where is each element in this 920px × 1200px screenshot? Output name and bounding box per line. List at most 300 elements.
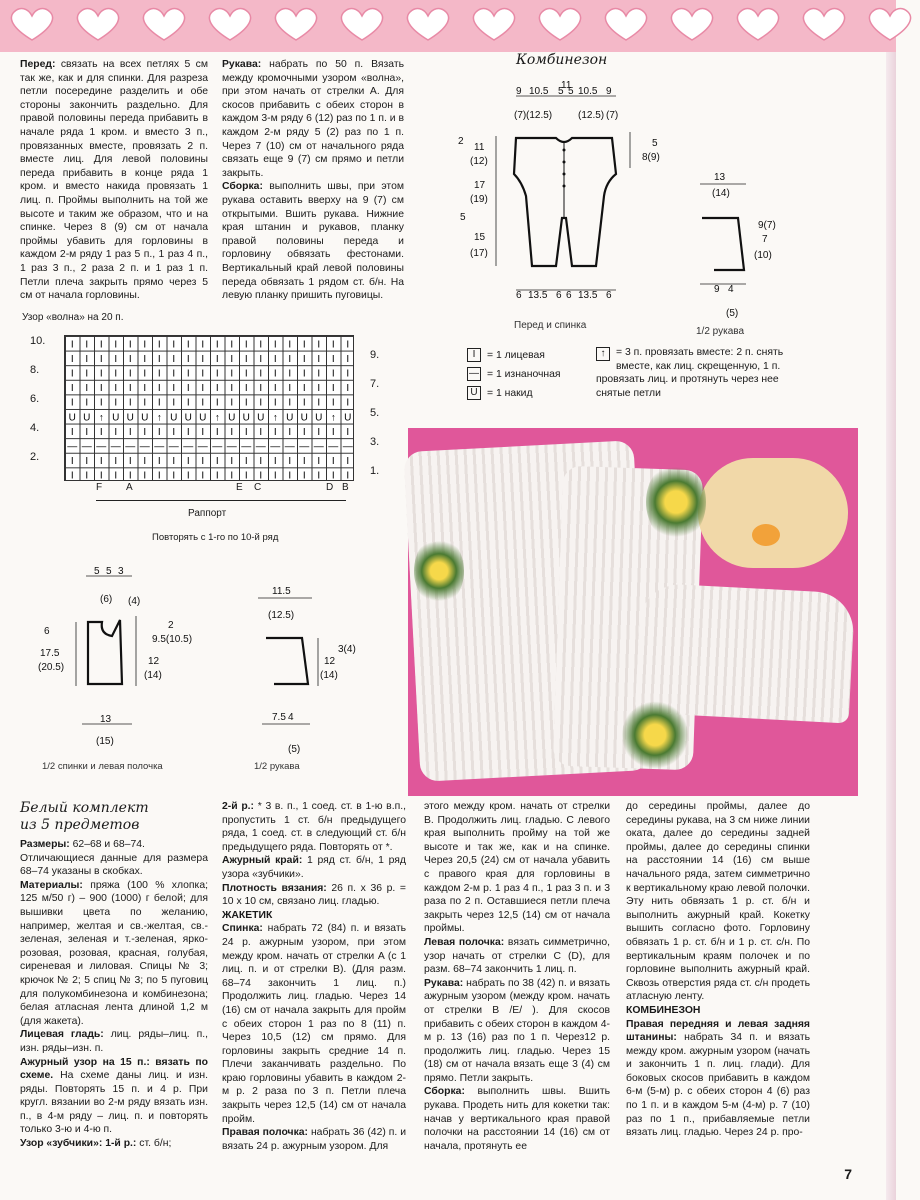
rapport-label: Раппорт	[188, 508, 227, 519]
run-in-heading: Лицевая гладь:	[20, 1029, 104, 1041]
flower-bouquet-top	[646, 462, 706, 542]
paragraph	[222, 800, 406, 854]
chart-stitch: —	[313, 441, 324, 453]
chart-stitch: I	[70, 426, 74, 438]
chart-stitch: I	[85, 426, 89, 438]
chart-stitch: I	[259, 426, 263, 438]
run-in-heading: Ажурный узор на 15 п.: вязать по схеме.	[20, 1056, 208, 1082]
run-in-heading: Рукава:	[424, 977, 464, 989]
dim-bot-0: 6	[516, 290, 522, 301]
dim-left-4: (19)	[470, 194, 488, 205]
paragraph	[20, 1137, 208, 1151]
jb-right-2: 12	[148, 656, 160, 667]
dim-top-mid: 11	[561, 80, 572, 91]
chart-stitch: I	[302, 426, 306, 438]
paragraph-text: * 3 в. п., 1 соед. ст. в 1-ю в.п., пропустить 1 ст. б/н предыдущего ряда, 1 соед. ст. в следующий ст. б/н предыдущего ряда. Повторять от *.	[222, 801, 406, 853]
paragraph-text: На схеме даны лиц. и изн. ряды. Повторять 15 п. и 4 р. При кругл. вязании во 2-м ряду вязать изн. п., в 4-м ряду – лиц. п. и повторять только 3-ю и 4-ю п.	[20, 1070, 208, 1136]
chart-stitch: I	[143, 368, 147, 380]
dim-right-1: 8(9)	[642, 152, 660, 163]
chart-stitch: U	[184, 412, 192, 424]
paragraph-text: набрать 72 (84) п. и вязать 24 р. ажурным узором, при этом между кром. начать от стрелки A (с 1 лиц. п. и от стрелки B). (Для разм. 68–74 закончить 1 лиц. п.) Продолжить лиц. гладью. Через 14 (16) см от начала закрыть для пройм с обеих сторон 1 раз по 8 (11) п. Через 10,5 (12) см прямо. Для горловины закрыть средние 14 п. Плечи заканчивать раздельно. По краю горловины убавить в каждом 2-м р. 2 раза по 3 п. Петли плеча закрыть через 12,5 (14) см от начала пройм.	[222, 923, 406, 1125]
heart-icon	[860, 4, 920, 44]
page-number: 7	[844, 1166, 852, 1182]
chart-stitch: I	[201, 456, 205, 468]
chart-marker: A	[126, 482, 133, 493]
heart-icon	[794, 4, 854, 44]
overall-title: Комбинезон	[516, 52, 608, 68]
chart-stitch: I	[172, 383, 176, 395]
chart-stitch: I	[215, 339, 219, 351]
dim-left-6: 15	[474, 232, 486, 243]
chart-stitch: I	[85, 397, 89, 409]
dim-top-alt-1: (12.5)	[526, 110, 553, 121]
chart-stitch: I	[346, 397, 350, 409]
chart-stitch: I	[85, 383, 89, 395]
chart-stitch: —	[168, 441, 179, 453]
front-instructions	[20, 58, 208, 303]
chart-stitch: I	[114, 383, 118, 395]
knit-symbol: I	[467, 348, 481, 362]
chart-row-label: 1.	[370, 465, 380, 477]
sleeve-bot-0: 9	[714, 284, 720, 295]
set-title: Белый комплект из 5 предметов	[20, 800, 149, 833]
chart-stitch: I	[288, 456, 292, 468]
chart-stitch: I	[143, 353, 147, 365]
chart-stitch: I	[128, 368, 132, 380]
chart-stitch: I	[302, 470, 306, 482]
dim-left-2: (12)	[470, 156, 488, 167]
chart-stitch: I	[244, 368, 248, 380]
chart-stitch: I	[215, 397, 219, 409]
sleeves-assembly-instructions	[222, 58, 404, 303]
jb-bot-0: 13	[100, 714, 112, 725]
paragraph	[424, 1085, 610, 1153]
chart-stitch: I	[114, 397, 118, 409]
chart-stitch: I	[114, 353, 118, 365]
heart-icon	[200, 4, 260, 44]
chart-stitch: U	[68, 412, 76, 424]
chart-stitch: —	[284, 441, 295, 453]
dim-left-0: 2	[458, 136, 464, 147]
chart-stitch: I	[230, 339, 234, 351]
paragraph-text: набрать по 50 п. Вязать между кромочными узором «волна», при этом начать от стрелки A. Для скосов прибавить с обеих сторон в каждом 3-м ряду 6 (12) раз по 1 п. и в каждом 2-м ряду 5 (2) раз по 1 п. Через 7 (10) см от начального ряда связать еще 9 (7) см прямо и петли закрыть.	[222, 59, 404, 179]
chart-stitch: I	[85, 368, 89, 380]
chart-stitch: I	[259, 397, 263, 409]
heart-icon	[464, 4, 524, 44]
repeat-note: Повторять с 1-го по 10-й ряд	[152, 532, 279, 543]
chart-row-label: 3.	[370, 436, 380, 448]
dim-top-2: 5	[558, 86, 564, 97]
chart-stitch: U	[300, 412, 308, 424]
heart-icon	[728, 4, 788, 44]
paragraph	[222, 180, 404, 302]
dim-bot-3: 6	[566, 290, 572, 301]
chart-stitch: I	[288, 353, 292, 365]
chart-stitch: I	[186, 456, 190, 468]
chart-stitch: I	[317, 383, 321, 395]
jacket-sleeve-caption: 1/2 рукава	[254, 761, 300, 772]
paragraph-text: набрать 34 п. и вязать между кром. ажурным узором (начать и закончить 1 п. лиц. глади). Для боковых скосов прибавить в каждом 6-м (5-м) р. с обеих сторон 4 (6) раз по 1 п. и в каждом 5-м (4-м) р. 7 (10) раз по 1 п., прибавляемые петли вязать лиц. гладью. Через 24 р. про-	[626, 1032, 810, 1139]
chart-stitch: I	[201, 397, 205, 409]
dim-top-5: 9	[606, 86, 612, 97]
chart-stitch: I	[128, 353, 132, 365]
page-edge	[886, 52, 896, 1200]
chart-stitch: I	[70, 383, 74, 395]
heart-icon	[2, 4, 62, 44]
sleeve-bot-2: (5)	[726, 308, 739, 319]
chart-stitch: I	[346, 383, 350, 395]
chart-stitch: —	[241, 441, 252, 453]
chart-stitch: ↑	[98, 412, 104, 424]
run-in-heading: Материалы:	[20, 879, 83, 891]
chart-stitch: I	[259, 470, 263, 482]
js-top-0: 11.5	[272, 586, 291, 597]
chart-stitch: I	[288, 426, 292, 438]
chart-stitch: I	[114, 426, 118, 438]
chart-stitch: I	[186, 339, 190, 351]
jb-top-1: 5	[106, 566, 112, 577]
chart-stitch: —	[197, 441, 208, 453]
chart-stitch: I	[99, 426, 103, 438]
chart-stitch: I	[215, 353, 219, 365]
jb-left-2: (20.5)	[38, 662, 65, 673]
chart-stitch: I	[302, 456, 306, 468]
chart-stitch: —	[67, 441, 78, 453]
chart-stitch: I	[114, 368, 118, 380]
chart-stitch: I	[186, 470, 190, 482]
chart-stitch: I	[157, 470, 161, 482]
paragraph-text: 26 п. x 36 р. = 10 x 10 см, связано лиц. гладью.	[222, 882, 406, 908]
chart-row-label: 6.	[30, 393, 40, 405]
chart-stitch: I	[230, 383, 234, 395]
chart-marker: D	[326, 482, 334, 493]
paragraph-text: выполнить швы. Вшить рукава. Продеть нить для кокетки так: начав у вертикального края правой полочки на расстоянии 14 (16) см от начала, протянуть ее	[424, 1086, 610, 1152]
chart-stitch: U	[242, 412, 250, 424]
chart-stitch: I	[346, 353, 350, 365]
legend-knit: = 1 лицевая	[487, 350, 545, 361]
teddy-bow	[752, 524, 780, 546]
legend-decrease	[596, 346, 796, 400]
js-right-0: 3(4)	[338, 644, 356, 655]
heart-icon	[68, 4, 128, 44]
chart-stitch: I	[128, 426, 132, 438]
chart-stitch: I	[230, 426, 234, 438]
chart-stitch: I	[215, 368, 219, 380]
chart-stitch: ↑	[156, 412, 162, 424]
paragraph	[222, 1126, 406, 1153]
paragraph-text: Отличающиеся данные для размера 68–74 указаны в скобках.	[20, 852, 208, 878]
chart-stitch: I	[99, 397, 103, 409]
paragraph	[222, 922, 406, 1126]
dim-bot-5: 6	[606, 290, 612, 301]
chart-stitch: I	[172, 353, 176, 365]
chart-stitch: —	[96, 441, 107, 453]
chart-stitch: I	[186, 368, 190, 380]
chart-row-label: 8.	[30, 364, 40, 376]
chart-stitch: I	[346, 426, 350, 438]
legend-purl: = 1 изнаночная	[487, 369, 561, 380]
heart-icon	[596, 4, 656, 44]
paragraph	[20, 879, 208, 1029]
chart-stitch: I	[244, 456, 248, 468]
chart-stitch: I	[346, 368, 350, 380]
chart-row-label: 5.	[370, 407, 380, 419]
chart-row-label: 10.	[30, 335, 46, 347]
chart-stitch: —	[270, 441, 281, 453]
chart-stitch: —	[125, 441, 136, 453]
chart-stitch: I	[157, 456, 161, 468]
chart-stitch: I	[70, 456, 74, 468]
chart-stitch: I	[70, 368, 74, 380]
run-in-heading: КОМБИНЕЗОН	[626, 1004, 701, 1016]
chart-stitch: I	[273, 339, 277, 351]
chart-stitch: —	[81, 441, 92, 453]
run-in-heading: Узор «зубчики»: 1-й р.:	[20, 1138, 137, 1150]
chart-stitch: I	[70, 339, 74, 351]
chart-stitch: I	[70, 470, 74, 482]
chart-stitch: I	[186, 383, 190, 395]
jb-top-0: 5	[94, 566, 100, 577]
overall-instructions	[626, 800, 810, 1140]
chart-stitch: I	[317, 470, 321, 482]
run-in-heading: Спинка:	[222, 923, 263, 935]
sleeve-right-1: 7	[762, 234, 768, 245]
run-in-heading: Размеры:	[20, 839, 70, 850]
wave-pattern-chart	[64, 335, 354, 481]
stitch-legend	[467, 346, 561, 403]
chart-stitch: —	[154, 441, 165, 453]
flower-bouquet-left	[414, 536, 464, 606]
js-right-1: 12	[324, 656, 336, 667]
chart-markers	[64, 482, 354, 496]
chart-stitch: I	[259, 339, 263, 351]
legend-yarn-over: = 1 накид	[487, 388, 533, 399]
paragraph	[626, 1004, 810, 1018]
chart-stitch: —	[299, 441, 310, 453]
chart-stitch: I	[331, 368, 335, 380]
dim-top-1: 10.5	[529, 86, 549, 97]
chart-stitch: I	[99, 353, 103, 365]
paragraph	[20, 1056, 208, 1138]
paragraph-text: 1 ряд ст. б/н, 1 ряд узора «зубчики».	[222, 855, 406, 880]
chart-stitch: I	[317, 353, 321, 365]
chart-stitch: I	[317, 456, 321, 468]
run-in-heading: Ажурный край:	[222, 855, 303, 867]
sleeve-top-0: 13	[714, 172, 726, 183]
chart-stitch: ↑	[214, 412, 220, 424]
chart-stitch: I	[273, 426, 277, 438]
jb-top-alt-1: (4)	[128, 596, 141, 607]
chart-stitch: I	[215, 383, 219, 395]
chart-stitch: I	[346, 456, 350, 468]
chart-stitch: I	[143, 456, 147, 468]
jb-right-3: (14)	[144, 670, 162, 681]
chart-stitch: I	[128, 383, 132, 395]
chart-stitch: —	[328, 441, 339, 453]
chart-stitch: I	[201, 383, 205, 395]
chart-stitch: I	[288, 339, 292, 351]
dim-bot-2: 6	[556, 290, 562, 301]
chart-stitch: I	[215, 470, 219, 482]
js-right-2: (14)	[320, 670, 338, 681]
chart-stitch: I	[186, 426, 190, 438]
chart-stitch: —	[183, 441, 194, 453]
heart-icon	[530, 4, 590, 44]
chart-stitch: U	[286, 412, 294, 424]
chart-stitch: U	[344, 412, 352, 424]
paragraph	[222, 909, 406, 923]
chart-row-label: 7.	[370, 378, 380, 390]
chart-stitch: I	[288, 470, 292, 482]
chart-stitch: I	[302, 397, 306, 409]
product-photo	[408, 428, 858, 796]
chart-stitch: I	[317, 368, 321, 380]
chart-stitch: I	[331, 397, 335, 409]
chart-stitch: I	[128, 397, 132, 409]
paragraph	[20, 58, 208, 303]
overall-front-back-schematic	[456, 80, 660, 342]
chart-stitch: I	[302, 353, 306, 365]
js-bot-0: 7.5	[272, 712, 286, 723]
chart-stitch: I	[128, 339, 132, 351]
chart-stitch: I	[331, 339, 335, 351]
paragraph-text: до середины проймы, далее до середины рукава, на 3 см ниже линии оката, далее до середины задней проймы, далее до середины спинки на расстоянии 14 (16) см выше начального ряда, затем симметрично к вертикальному краю левой полочки. Эту нить обвязать 1 р. ст. б/н и выполнить ажурный край. Кокетку вышить согласно фото. Горловину обвязать 1 р. ст. б/н и 1 р. ст. с/н. По вертикальным краям полочек и по горловине выполнить ажурный край. Сквозь отверстия ряда ст. с/н продеть атласную ленту.	[626, 801, 810, 1003]
chart-stitch: I	[331, 456, 335, 468]
jacket-body-schematic	[36, 560, 226, 775]
chart-stitch: I	[288, 368, 292, 380]
chart-stitch: I	[128, 470, 132, 482]
chart-stitch: I	[201, 470, 205, 482]
paragraph-text: выполнить швы, при этом рукава оставить вверху на 9 (7) см открытыми. Вшить рукава. Нижние края штанин и рукавов, планку правой половины переда и горловину обвязать фестонами. Вертикальный край левой половины переда обвязать 1 рядом ст. б/н. На левую планку пришить пуговицы.	[222, 181, 404, 302]
chart-stitch: I	[302, 368, 306, 380]
chart-stitch: U	[228, 412, 236, 424]
paragraph-text: этого между кром. начать от стрелки B. Продолжить лиц. гладью. С левого края выполнить пройму на той же высоте и так же, как и на спинке. Через 20,5 (24) см от начала убавить с правого края для горловины в каждом 2-м р. 1 раз 4 п., 1 раз 3 п. и 3 раза по 2 п. Оставшиеся петли плеча закрыть через 12,5 (14) см от начала проймы.	[424, 801, 610, 935]
chart-stitch: U	[170, 412, 178, 424]
paragraph-text: пряжа (100 % хлопка; 125 м/50 г) – 900 (1000) г белой; для вышивки цвета по желанию, например, желтая и св.-желтая, св.-зеленая, зеленая и т.-зеленая, ярко-розовая, розовая, красная, голубая, сиреневая и лиловая. Спицы № 3; крючок № 2; 5 спиц № 3; по 5 пуговиц для полукомбинезона и комбинезона; белая атласная лента длиной 1,2 м (для жакета).	[20, 879, 208, 1027]
chart-stitch: I	[201, 353, 205, 365]
dim-right-0: 5	[652, 138, 658, 149]
chart-stitch: I	[317, 426, 321, 438]
jacket-instructions	[222, 800, 406, 1153]
chart-stitch: I	[288, 383, 292, 395]
sleeve-right-2: (10)	[754, 250, 772, 261]
jb-left-0: 6	[44, 626, 50, 637]
jb-top-alt-0: (6)	[100, 594, 113, 605]
js-bot-2: (5)	[288, 744, 301, 755]
run-in-heading: Перед:	[20, 59, 56, 70]
dim-top-alt-0: (7)	[514, 110, 527, 121]
chart-stitch: I	[99, 368, 103, 380]
chart-stitch: I	[172, 368, 176, 380]
dim-top-alt-3: (7)	[606, 110, 619, 121]
run-in-heading: Сборка:	[424, 1086, 465, 1098]
chart-stitch: I	[259, 368, 263, 380]
chart-stitch: I	[186, 397, 190, 409]
rapport-line	[96, 500, 346, 501]
paragraph	[20, 852, 208, 879]
jb-top-2: 3	[118, 566, 124, 577]
dim-top-alt-2: (12.5)	[578, 110, 605, 121]
chart-stitch: I	[172, 397, 176, 409]
chart-stitch: I	[85, 470, 89, 482]
chart-stitch: I	[157, 353, 161, 365]
chart-stitch: I	[201, 368, 205, 380]
chart-stitch: I	[114, 339, 118, 351]
heart-icon	[332, 4, 392, 44]
jb-right-1: 9.5(10.5)	[152, 634, 193, 645]
chart-stitch: I	[244, 383, 248, 395]
dim-left-7: (17)	[470, 248, 488, 259]
chart-stitch: I	[230, 368, 234, 380]
chart-stitch: I	[273, 470, 277, 482]
paragraph	[424, 800, 610, 936]
dim-top-0: 9	[516, 86, 522, 97]
jacket-sleeve-schematic	[248, 578, 388, 773]
js-top-1: (12.5)	[268, 610, 295, 621]
paragraph	[20, 838, 208, 852]
chart-stitch: I	[331, 383, 335, 395]
chart-stitch: I	[99, 383, 103, 395]
chart-stitch: I	[85, 339, 89, 351]
chart-stitch: I	[317, 397, 321, 409]
chart-marker: E	[236, 482, 243, 493]
chart-stitch: U	[199, 412, 207, 424]
chart-stitch: I	[157, 383, 161, 395]
chart-stitch: I	[172, 470, 176, 482]
chart-stitch: I	[259, 383, 263, 395]
chart-stitch: —	[139, 441, 150, 453]
paragraph	[222, 854, 406, 881]
chart-marker: B	[342, 482, 349, 493]
materials-and-patterns	[20, 838, 208, 1151]
chart-stitch: I	[230, 353, 234, 365]
chart-stitch: I	[143, 339, 147, 351]
chart-stitch: I	[85, 456, 89, 468]
chart-stitch: I	[317, 339, 321, 351]
dim-left-1: 11	[474, 142, 485, 153]
chart-stitch: I	[331, 470, 335, 482]
decorative-hearts-border	[0, 0, 896, 52]
run-in-heading: Рукава:	[222, 59, 262, 70]
jb-bot-1: (15)	[96, 736, 114, 747]
chart-stitch: I	[244, 470, 248, 482]
run-in-heading: Левая полочка:	[424, 936, 505, 948]
chart-stitch: I	[215, 456, 219, 468]
chart-stitch: I	[288, 397, 292, 409]
dim-bot-1: 13.5	[528, 290, 548, 301]
chart-stitch: ↑	[330, 412, 336, 424]
teddy-bear	[698, 458, 848, 568]
paragraph	[626, 800, 810, 1004]
chart-stitch: I	[99, 339, 103, 351]
chart-stitch: I	[273, 397, 277, 409]
chart-stitch: —	[226, 441, 237, 453]
chart-stitch: U	[83, 412, 91, 424]
chart-stitch: I	[128, 456, 132, 468]
dim-left-5: 5	[460, 212, 466, 223]
dim-top-3: 5	[568, 86, 574, 97]
run-in-heading: Плотность вязания:	[222, 882, 327, 894]
chart-stitch: I	[244, 339, 248, 351]
chart-stitch: I	[230, 470, 234, 482]
chart-stitch: I	[157, 397, 161, 409]
paragraph	[222, 882, 406, 909]
chart-stitch: I	[172, 339, 176, 351]
chart-stitch: I	[331, 353, 335, 365]
chart-stitch: I	[70, 353, 74, 365]
chart-stitch: I	[346, 470, 350, 482]
jacket-body-caption: 1/2 спинки и левая полочка	[42, 761, 163, 772]
